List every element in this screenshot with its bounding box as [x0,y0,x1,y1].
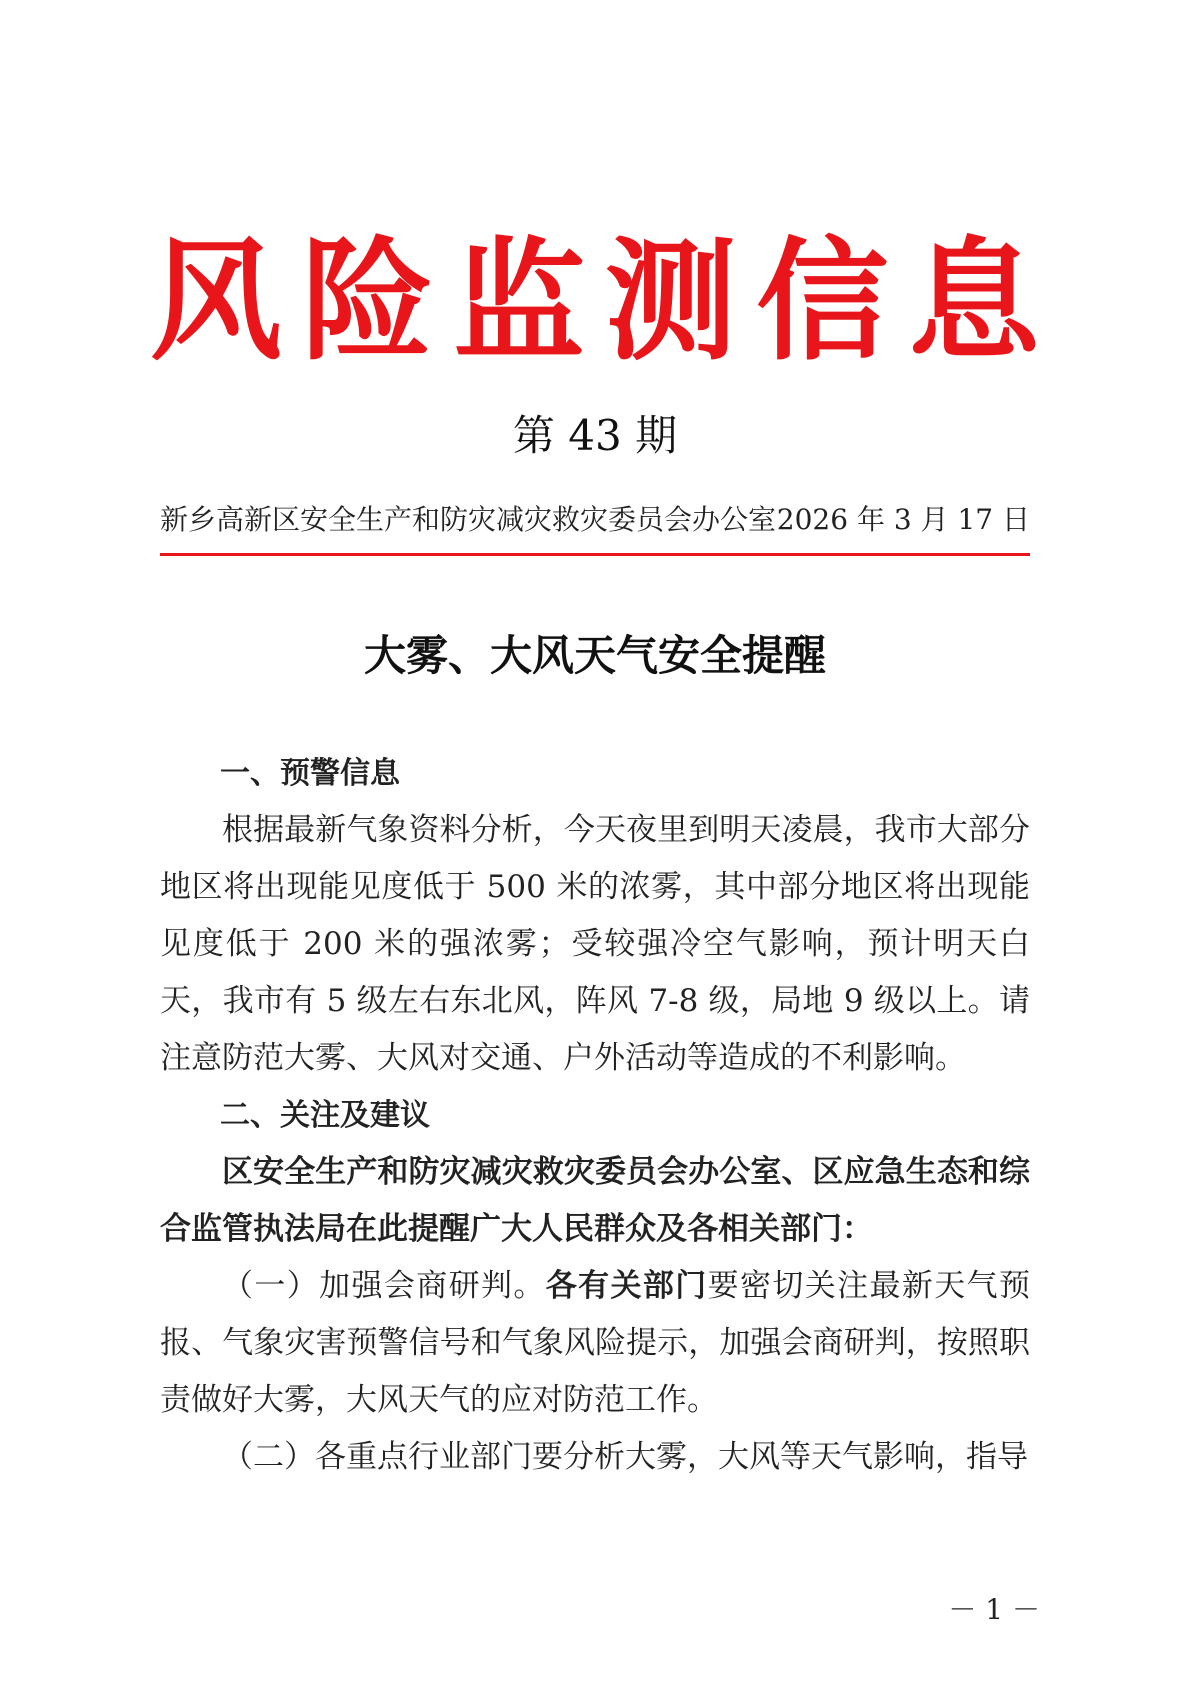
section-heading: 一、预警信息 [220,756,400,791]
document-body [160,745,1030,1486]
item-prefix: （一）加强会商研判。 [222,1268,546,1304]
masthead-char: 息 [907,224,1040,379]
item-emphasis: 各有关部门 [545,1268,708,1304]
lead-paragraph: 区安全生产和防灾减灾救灾委员会办公室、区应急生态和综合监管执法局在此提醒广大人民群众及各相关部门： [160,1154,1030,1247]
masthead-char: 险 [301,224,434,379]
item-paragraph: （二）各重点行业部门要分析大雾，大风等天气影响，指导 [222,1439,1028,1475]
issue-date: 2026 年 3 月 17 日 [776,503,1030,536]
issuer-row [160,500,1030,540]
masthead-char: 风 [150,224,282,379]
warning-paragraph: 根据最新气象资料分析，今天夜里到明天凌晨，我市大部分地区将出现能见度低于 500 米的浓雾，其中部分地区将出现能见度低于 200 米的强浓雾；受较强冷空气影响，预计明天白天，我市有 5 级左右东北风，阵风 7-8 级，局地 9 级以上。请注意防范大雾、大风对交通、户外活动等造成的不利影响。 [160,812,1030,1076]
masthead-char: 监 [453,224,586,379]
issue-number: 第 43 期 [512,411,678,460]
document-title: 大雾、大风天气安全提醒 [363,631,826,680]
masthead-char: 信 [756,224,889,379]
page-number: － 1 － [948,1593,1040,1626]
masthead-char: 测 [604,224,737,379]
section-heading: 二、关注及建议 [220,1098,430,1133]
item-text: 要密切关注最新天气预报、气象灾害预警信号和气象风险提示，加强会商研判，按照职责做好大雾，大风天气的应对防范工作。 [160,1268,1030,1418]
item-paragraph [160,1258,1030,1429]
red-divider [160,553,1030,556]
masthead-title [150,224,1040,379]
issuing-office: 新乡高新区安全生产和防灾减灾救灾委员会办公室 [160,503,777,536]
